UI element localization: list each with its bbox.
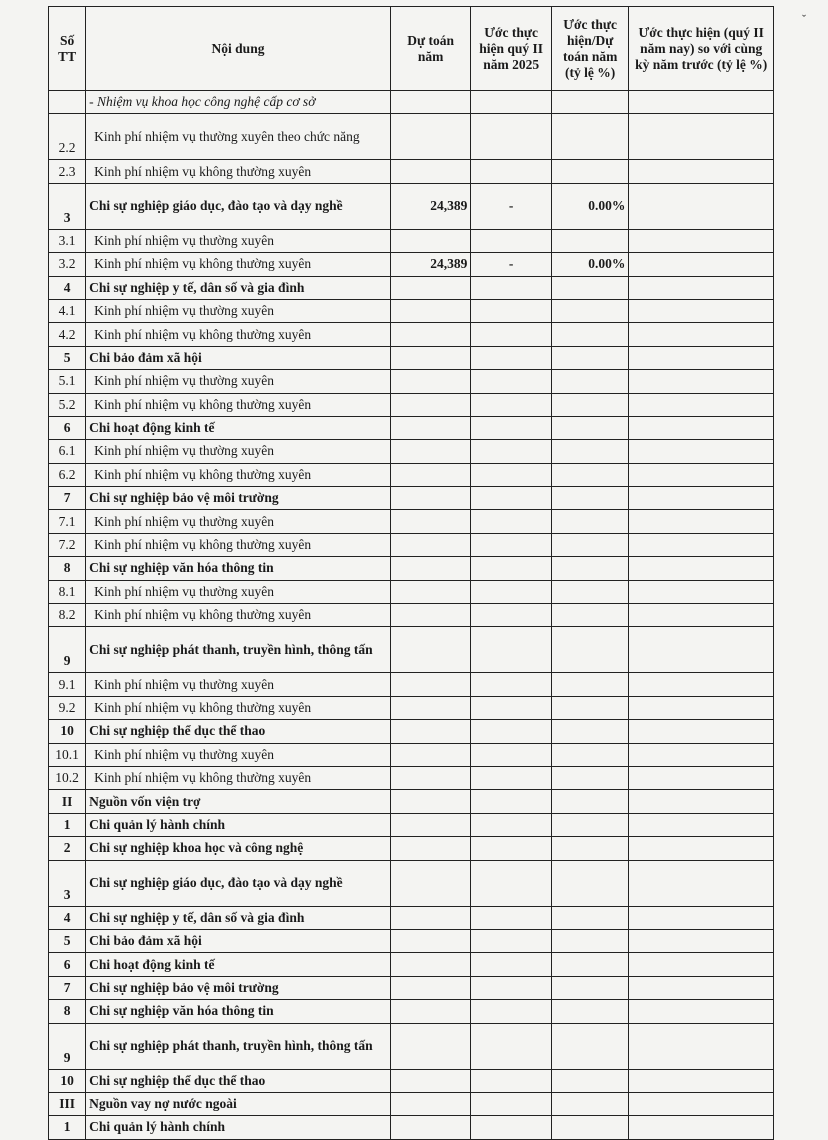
row-stt: 9.1: [49, 673, 86, 696]
row-du-toan: [390, 323, 471, 346]
row-uoc-q2: [471, 299, 552, 322]
row-uoc-q2: [471, 229, 552, 252]
row-du-toan: [390, 604, 471, 627]
row-ty-le-du-toan: [551, 813, 628, 836]
row-du-toan: [390, 976, 471, 999]
row-label: Kinh phí nhiệm vụ không thường xuyên: [86, 323, 391, 346]
row-label: Kinh phí nhiệm vụ không thường xuyên: [86, 463, 391, 486]
row-ty-le-du-toan: [551, 766, 628, 789]
row-du-toan: [390, 627, 471, 673]
row-du-toan: [390, 114, 471, 160]
table-row: [49, 510, 774, 533]
row-ty-le-du-toan: [551, 627, 628, 673]
table-header-row: [49, 7, 774, 91]
table-row: [49, 766, 774, 789]
row-uoc-q2: [471, 1023, 552, 1069]
row-label: Nguồn vốn viện trợ: [86, 790, 391, 813]
row-stt: 8.2: [49, 604, 86, 627]
row-uoc-q2: [471, 976, 552, 999]
row-ty-le-cung-ky: [629, 673, 774, 696]
row-label: Chi sự nghiệp bảo vệ môi trường: [86, 976, 391, 999]
row-du-toan: [390, 1023, 471, 1069]
row-label: Chi sự nghiệp y tế, dân số và gia đình: [86, 276, 391, 299]
row-ty-le-cung-ky: [629, 114, 774, 160]
row-uoc-q2: [471, 510, 552, 533]
row-ty-le-du-toan: [551, 114, 628, 160]
row-label: Kinh phí nhiệm vụ không thường xuyên: [86, 253, 391, 276]
row-stt: 5: [49, 929, 86, 952]
row-ty-le-cung-ky: [629, 463, 774, 486]
table-row: [49, 1116, 774, 1139]
row-ty-le-du-toan: [551, 1000, 628, 1023]
row-du-toan: [390, 860, 471, 906]
row-ty-le-cung-ky: [629, 1092, 774, 1115]
table-row: [49, 114, 774, 160]
row-ty-le-du-toan: [551, 1023, 628, 1069]
row-ty-le-du-toan: [551, 323, 628, 346]
row-du-toan: [390, 487, 471, 510]
row-uoc-q2: [471, 813, 552, 836]
table-row: [49, 1092, 774, 1115]
document-sheet: [48, 6, 774, 1140]
row-du-toan: [390, 346, 471, 369]
row-ty-le-du-toan: [551, 976, 628, 999]
row-ty-le-cung-ky: [629, 487, 774, 510]
row-uoc-q2: [471, 393, 552, 416]
row-stt: 4: [49, 906, 86, 929]
row-du-toan: [390, 370, 471, 393]
header-noi-dung: Nội dung: [86, 7, 391, 91]
table-row: [49, 393, 774, 416]
row-stt: 10.1: [49, 743, 86, 766]
row-du-toan: 24,389: [390, 253, 471, 276]
row-ty-le-du-toan: [551, 440, 628, 463]
row-ty-le-cung-ky: [629, 160, 774, 183]
row-du-toan: [390, 1116, 471, 1139]
table-row: [49, 976, 774, 999]
table-row: [49, 370, 774, 393]
row-ty-le-cung-ky: [629, 253, 774, 276]
row-label: Chi bảo đảm xã hội: [86, 929, 391, 952]
row-uoc-q2: [471, 323, 552, 346]
row-label: Chi sự nghiệp phát thanh, truyền hình, thông tấn: [86, 1023, 391, 1069]
row-ty-le-du-toan: [551, 160, 628, 183]
row-ty-le-du-toan: [551, 276, 628, 299]
row-ty-le-du-toan: [551, 837, 628, 860]
row-stt: 3: [49, 860, 86, 906]
row-ty-le-cung-ky: [629, 276, 774, 299]
row-stt: 6.2: [49, 463, 86, 486]
row-du-toan: [390, 510, 471, 533]
table-body: [49, 91, 774, 1140]
row-ty-le-cung-ky: [629, 416, 774, 439]
row-ty-le-du-toan: [551, 557, 628, 580]
row-du-toan: [390, 696, 471, 719]
row-ty-le-cung-ky: [629, 837, 774, 860]
row-du-toan: [390, 837, 471, 860]
row-stt: 5.1: [49, 370, 86, 393]
row-uoc-q2: [471, 440, 552, 463]
row-du-toan: [390, 160, 471, 183]
row-ty-le-du-toan: [551, 790, 628, 813]
row-label: Chi quản lý hành chính: [86, 813, 391, 836]
row-uoc-q2: [471, 1000, 552, 1023]
row-stt: 2.3: [49, 160, 86, 183]
row-uoc-q2: [471, 487, 552, 510]
row-stt: 3.2: [49, 253, 86, 276]
row-uoc-q2: [471, 533, 552, 556]
row-uoc-q2: [471, 557, 552, 580]
row-du-toan: [390, 1000, 471, 1023]
row-ty-le-du-toan: [551, 1092, 628, 1115]
header-ty-le-du-toan: Ước thực hiện/Dự toán năm (tỷ lệ %): [551, 7, 628, 91]
row-label: Chi hoạt động kinh tế: [86, 416, 391, 439]
row-ty-le-cung-ky: [629, 510, 774, 533]
row-ty-le-du-toan: [551, 229, 628, 252]
row-label: Kinh phí nhiệm vụ thường xuyên: [86, 510, 391, 533]
row-label: Kinh phí nhiệm vụ thường xuyên: [86, 440, 391, 463]
row-du-toan: 24,389: [390, 183, 471, 229]
row-uoc-q2: [471, 673, 552, 696]
row-ty-le-cung-ky: [629, 1000, 774, 1023]
header-stt: Số TT: [49, 7, 86, 91]
header-uoc-q2: Ước thực hiện quý II năm 2025: [471, 7, 552, 91]
row-ty-le-du-toan: [551, 906, 628, 929]
table-row: [49, 416, 774, 439]
row-stt: 3: [49, 183, 86, 229]
row-label: Kinh phí nhiệm vụ không thường xuyên: [86, 393, 391, 416]
row-du-toan: [390, 813, 471, 836]
row-label: Chi sự nghiệp khoa học và công nghệ: [86, 837, 391, 860]
row-label: Chi sự nghiệp y tế, dân số và gia đình: [86, 906, 391, 929]
row-stt: 4: [49, 276, 86, 299]
table-row: [49, 1023, 774, 1069]
table-row: [49, 1069, 774, 1092]
row-label: Chi sự nghiệp văn hóa thông tin: [86, 1000, 391, 1023]
row-label: Kinh phí nhiệm vụ không thường xuyên: [86, 696, 391, 719]
row-stt: 10.2: [49, 766, 86, 789]
row-ty-le-du-toan: [551, 533, 628, 556]
row-ty-le-cung-ky: [629, 743, 774, 766]
table-row: [49, 183, 774, 229]
header-du-toan: Dự toán năm: [390, 7, 471, 91]
row-uoc-q2: [471, 370, 552, 393]
table-row: [49, 463, 774, 486]
row-label: Nguồn vay nợ nước ngoài: [86, 1092, 391, 1115]
row-du-toan: [390, 416, 471, 439]
row-ty-le-cung-ky: [629, 766, 774, 789]
row-uoc-q2: -: [471, 183, 552, 229]
row-stt: 7.2: [49, 533, 86, 556]
row-label: Chi bảo đảm xã hội: [86, 346, 391, 369]
row-ty-le-cung-ky: [629, 604, 774, 627]
row-stt: 2: [49, 837, 86, 860]
row-ty-le-du-toan: [551, 510, 628, 533]
row-du-toan: [390, 790, 471, 813]
row-stt: 2.2: [49, 114, 86, 160]
row-label: Kinh phí nhiệm vụ không thường xuyên: [86, 604, 391, 627]
row-du-toan: [390, 673, 471, 696]
row-label: Kinh phí nhiệm vụ thường xuyên theo chức năng: [86, 114, 391, 160]
table-row: [49, 533, 774, 556]
row-ty-le-cung-ky: [629, 906, 774, 929]
row-label: Kinh phí nhiệm vụ không thường xuyên: [86, 533, 391, 556]
row-uoc-q2: [471, 860, 552, 906]
row-ty-le-du-toan: [551, 91, 628, 114]
row-ty-le-cung-ky: [629, 929, 774, 952]
row-du-toan: [390, 580, 471, 603]
row-ty-le-du-toan: [551, 463, 628, 486]
row-ty-le-cung-ky: [629, 1116, 774, 1139]
row-label: Chi sự nghiệp giáo dục, đào tạo và dạy nghề: [86, 183, 391, 229]
row-uoc-q2: [471, 580, 552, 603]
row-label: Chi hoạt động kinh tế: [86, 953, 391, 976]
row-ty-le-cung-ky: [629, 860, 774, 906]
row-ty-le-du-toan: [551, 929, 628, 952]
table-row: [49, 743, 774, 766]
row-stt: [49, 91, 86, 114]
row-ty-le-du-toan: [551, 604, 628, 627]
row-ty-le-cung-ky: [629, 557, 774, 580]
row-stt: 9.2: [49, 696, 86, 719]
table-row: [49, 929, 774, 952]
table-row: [49, 837, 774, 860]
row-du-toan: [390, 953, 471, 976]
row-ty-le-du-toan: [551, 696, 628, 719]
table-row: [49, 790, 774, 813]
row-uoc-q2: [471, 743, 552, 766]
row-stt: 7: [49, 976, 86, 999]
table-row: [49, 557, 774, 580]
row-label: Chi sự nghiệp thể dục thể thao: [86, 720, 391, 743]
row-ty-le-du-toan: 0.00%: [551, 253, 628, 276]
table-row: [49, 323, 774, 346]
table-row: [49, 580, 774, 603]
row-label: Kinh phí nhiệm vụ thường xuyên: [86, 673, 391, 696]
row-label: Kinh phí nhiệm vụ không thường xuyên: [86, 766, 391, 789]
row-du-toan: [390, 1069, 471, 1092]
row-label: Kinh phí nhiệm vụ thường xuyên: [86, 229, 391, 252]
row-stt: 8.1: [49, 580, 86, 603]
row-ty-le-cung-ky: [629, 790, 774, 813]
row-ty-le-cung-ky: [629, 953, 774, 976]
row-uoc-q2: [471, 627, 552, 673]
row-stt: III: [49, 1092, 86, 1115]
table-row: [49, 487, 774, 510]
row-stt: 8: [49, 557, 86, 580]
row-ty-le-cung-ky: [629, 976, 774, 999]
row-du-toan: [390, 720, 471, 743]
row-ty-le-du-toan: [551, 743, 628, 766]
row-ty-le-cung-ky: [629, 299, 774, 322]
row-label: - Nhiệm vụ khoa học công nghệ cấp cơ sở: [86, 91, 391, 114]
row-du-toan: [390, 557, 471, 580]
row-uoc-q2: [471, 696, 552, 719]
row-du-toan: [390, 463, 471, 486]
row-uoc-q2: [471, 837, 552, 860]
row-ty-le-cung-ky: [629, 813, 774, 836]
row-ty-le-cung-ky: [629, 696, 774, 719]
table-row: [49, 673, 774, 696]
table-row: [49, 696, 774, 719]
table-row: [49, 860, 774, 906]
row-ty-le-du-toan: 0.00%: [551, 183, 628, 229]
row-uoc-q2: [471, 953, 552, 976]
row-label: Chi quản lý hành chính: [86, 1116, 391, 1139]
row-stt: 7.1: [49, 510, 86, 533]
row-uoc-q2: [471, 929, 552, 952]
row-uoc-q2: [471, 91, 552, 114]
row-ty-le-du-toan: [551, 1116, 628, 1139]
row-uoc-q2: [471, 1092, 552, 1115]
row-uoc-q2: [471, 114, 552, 160]
row-uoc-q2: [471, 160, 552, 183]
row-ty-le-cung-ky: [629, 440, 774, 463]
row-stt: 6.1: [49, 440, 86, 463]
table-row: [49, 229, 774, 252]
row-stt: 1: [49, 813, 86, 836]
row-uoc-q2: [471, 906, 552, 929]
table-row: [49, 720, 774, 743]
row-ty-le-du-toan: [551, 487, 628, 510]
row-stt: 4.1: [49, 299, 86, 322]
row-du-toan: [390, 929, 471, 952]
row-uoc-q2: [471, 276, 552, 299]
row-ty-le-cung-ky: [629, 580, 774, 603]
row-uoc-q2: [471, 604, 552, 627]
row-uoc-q2: [471, 790, 552, 813]
row-label: Chi sự nghiệp văn hóa thông tin: [86, 557, 391, 580]
table-row: [49, 953, 774, 976]
row-uoc-q2: [471, 720, 552, 743]
corner-mark: ˇ: [802, 12, 806, 26]
table-row: [49, 299, 774, 322]
row-ty-le-cung-ky: [629, 370, 774, 393]
table-row: [49, 276, 774, 299]
row-du-toan: [390, 393, 471, 416]
row-du-toan: [390, 229, 471, 252]
row-ty-le-du-toan: [551, 720, 628, 743]
row-ty-le-du-toan: [551, 299, 628, 322]
row-ty-le-du-toan: [551, 370, 628, 393]
row-uoc-q2: -: [471, 253, 552, 276]
row-ty-le-du-toan: [551, 1069, 628, 1092]
row-stt: 6: [49, 416, 86, 439]
row-stt: 8: [49, 1000, 86, 1023]
row-ty-le-cung-ky: [629, 229, 774, 252]
row-uoc-q2: [471, 1116, 552, 1139]
row-uoc-q2: [471, 346, 552, 369]
row-stt: 9: [49, 1023, 86, 1069]
table-row: [49, 604, 774, 627]
row-uoc-q2: [471, 463, 552, 486]
row-stt: 10: [49, 720, 86, 743]
row-stt: 5.2: [49, 393, 86, 416]
row-du-toan: [390, 906, 471, 929]
row-ty-le-cung-ky: [629, 1069, 774, 1092]
row-ty-le-du-toan: [551, 673, 628, 696]
row-du-toan: [390, 299, 471, 322]
row-ty-le-cung-ky: [629, 346, 774, 369]
row-label: Kinh phí nhiệm vụ thường xuyên: [86, 580, 391, 603]
row-du-toan: [390, 440, 471, 463]
row-ty-le-cung-ky: [629, 1023, 774, 1069]
row-stt: 1: [49, 1116, 86, 1139]
row-stt: 3.1: [49, 229, 86, 252]
row-label: Chi sự nghiệp giáo dục, đào tạo và dạy nghề: [86, 860, 391, 906]
row-ty-le-cung-ky: [629, 533, 774, 556]
row-uoc-q2: [471, 1069, 552, 1092]
table-row: [49, 91, 774, 114]
row-label: Kinh phí nhiệm vụ thường xuyên: [86, 743, 391, 766]
row-ty-le-du-toan: [551, 953, 628, 976]
row-du-toan: [390, 1092, 471, 1115]
row-uoc-q2: [471, 416, 552, 439]
row-label: Chi sự nghiệp thể dục thể thao: [86, 1069, 391, 1092]
row-stt: 10: [49, 1069, 86, 1092]
budget-table: [48, 6, 774, 1140]
row-ty-le-du-toan: [551, 346, 628, 369]
row-ty-le-cung-ky: [629, 393, 774, 416]
table-row: [49, 627, 774, 673]
table-row: [49, 813, 774, 836]
row-du-toan: [390, 91, 471, 114]
table-row: [49, 1000, 774, 1023]
row-ty-le-cung-ky: [629, 91, 774, 114]
row-uoc-q2: [471, 766, 552, 789]
row-stt: 7: [49, 487, 86, 510]
row-du-toan: [390, 743, 471, 766]
header-ty-le-cung-ky: Ước thực hiện (quý II năm nay) so với cùng kỳ năm trước (tỷ lệ %): [629, 7, 774, 91]
row-stt: 4.2: [49, 323, 86, 346]
row-ty-le-du-toan: [551, 580, 628, 603]
row-label: Kinh phí nhiệm vụ thường xuyên: [86, 370, 391, 393]
row-ty-le-du-toan: [551, 416, 628, 439]
row-label: Kinh phí nhiệm vụ thường xuyên: [86, 299, 391, 322]
row-ty-le-cung-ky: [629, 627, 774, 673]
row-label: Kinh phí nhiệm vụ không thường xuyên: [86, 160, 391, 183]
row-label: Chi sự nghiệp bảo vệ môi trường: [86, 487, 391, 510]
table-row: [49, 160, 774, 183]
row-ty-le-cung-ky: [629, 183, 774, 229]
table-row: [49, 440, 774, 463]
row-ty-le-cung-ky: [629, 720, 774, 743]
row-du-toan: [390, 276, 471, 299]
row-du-toan: [390, 533, 471, 556]
table-row: [49, 253, 774, 276]
row-label: Chi sự nghiệp phát thanh, truyền hình, thông tấn: [86, 627, 391, 673]
row-ty-le-du-toan: [551, 393, 628, 416]
row-stt: II: [49, 790, 86, 813]
table-row: [49, 906, 774, 929]
row-stt: 5: [49, 346, 86, 369]
row-ty-le-du-toan: [551, 860, 628, 906]
row-stt: 6: [49, 953, 86, 976]
row-ty-le-cung-ky: [629, 323, 774, 346]
table-row: [49, 346, 774, 369]
row-stt: 9: [49, 627, 86, 673]
row-du-toan: [390, 766, 471, 789]
